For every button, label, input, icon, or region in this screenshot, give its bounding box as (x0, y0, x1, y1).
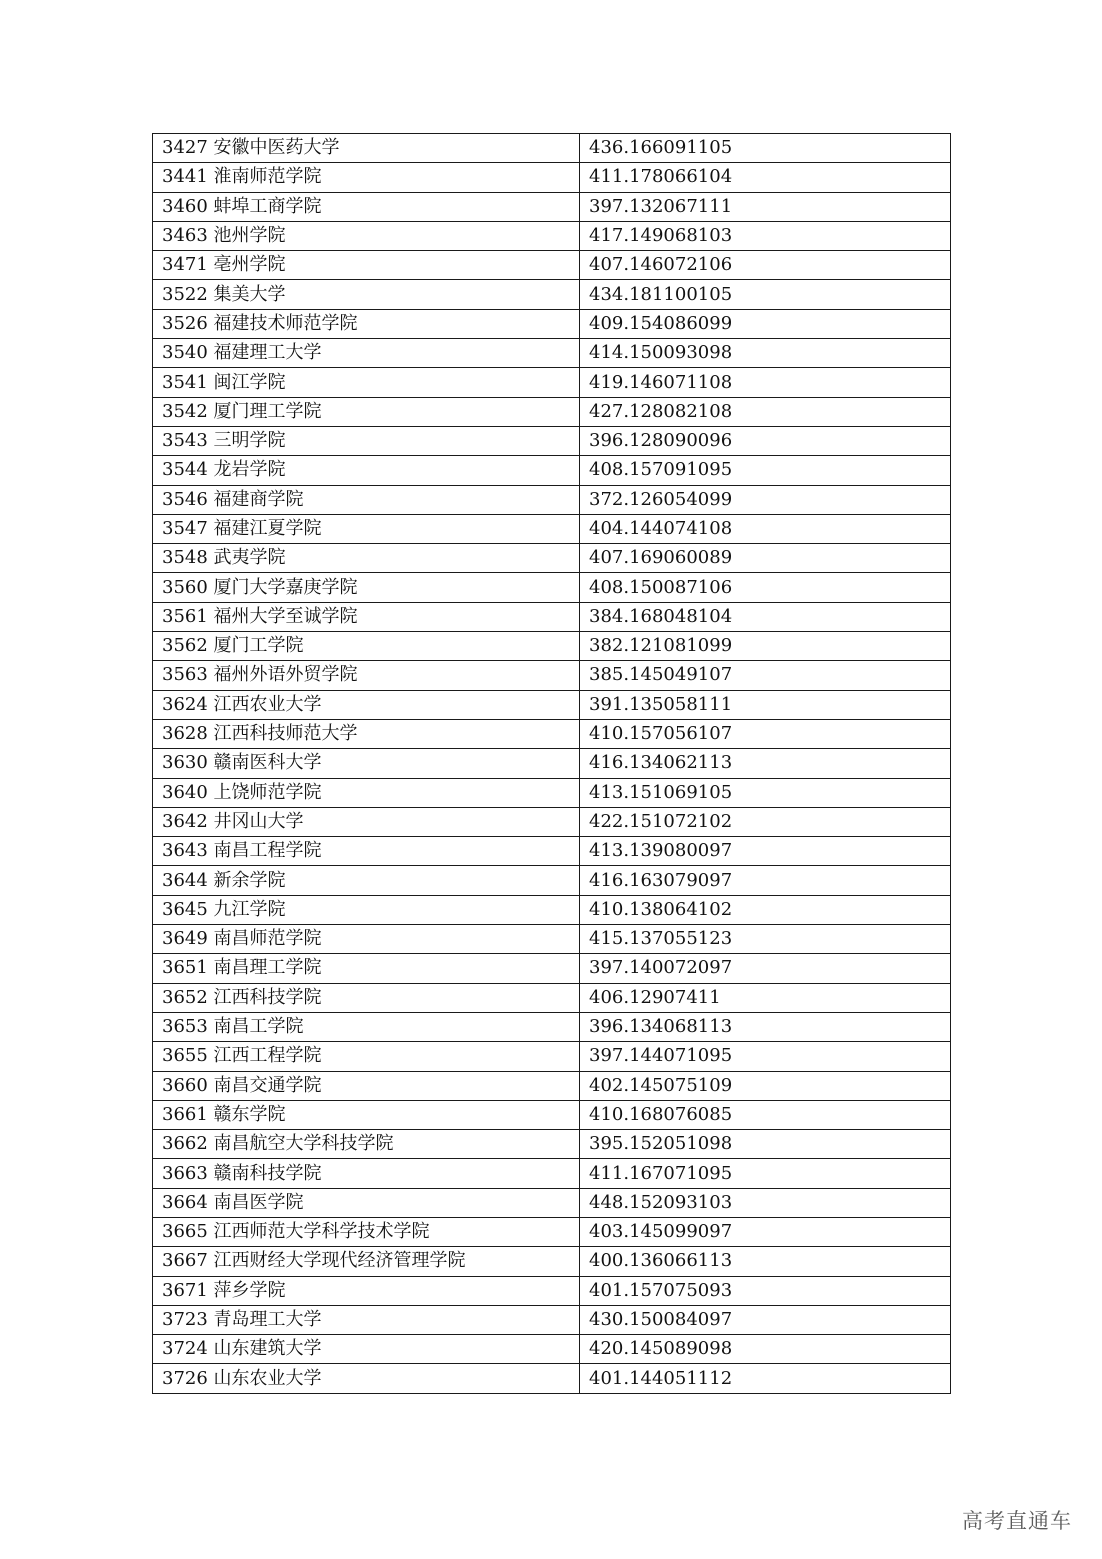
school-cell: 3463 池州学院 (153, 221, 580, 250)
value-cell: 434.181100105 (580, 280, 951, 309)
school-cell: 3723 青岛理工大学 (153, 1305, 580, 1334)
table-row (153, 632, 951, 661)
value-cell: 417.149068103 (580, 221, 951, 250)
school-cell: 3560 厦门大学嘉庚学院 (153, 573, 580, 602)
school-cell: 3544 龙岩学院 (153, 456, 580, 485)
table-row (153, 339, 951, 368)
score-table-body (153, 134, 951, 1394)
table-row (153, 1217, 951, 1246)
value-cell: 430.150084097 (580, 1305, 951, 1334)
value-cell: 422.151072102 (580, 807, 951, 836)
value-cell: 391.135058111 (580, 690, 951, 719)
school-cell: 3645 九江学院 (153, 895, 580, 924)
value-cell: 404.144074108 (580, 514, 951, 543)
value-cell: 427.128082108 (580, 397, 951, 426)
school-cell: 3667 江西财经大学现代经济管理学院 (153, 1247, 580, 1276)
table-row (153, 954, 951, 983)
value-cell: 410.157056107 (580, 719, 951, 748)
value-cell: 397.132067111 (580, 192, 951, 221)
value-cell: 396.128090096 (580, 426, 951, 455)
table-row (153, 866, 951, 895)
value-cell: 406.12907411 (580, 983, 951, 1012)
table-row (153, 1247, 951, 1276)
value-cell: 403.145099097 (580, 1217, 951, 1246)
table-row (153, 719, 951, 748)
value-cell: 408.150087106 (580, 573, 951, 602)
table-row (153, 925, 951, 954)
table-row (153, 1071, 951, 1100)
school-cell: 3471 亳州学院 (153, 251, 580, 280)
school-cell: 3561 福州大学至诚学院 (153, 602, 580, 631)
school-cell: 3546 福建商学院 (153, 485, 580, 514)
school-cell: 3540 福建理工大学 (153, 339, 580, 368)
value-cell: 414.150093098 (580, 339, 951, 368)
value-cell: 396.134068113 (580, 1012, 951, 1041)
value-cell: 407.146072106 (580, 251, 951, 280)
school-cell: 3547 福建江夏学院 (153, 514, 580, 543)
table-row (153, 573, 951, 602)
value-cell: 409.154086099 (580, 309, 951, 338)
school-cell: 3643 南昌工程学院 (153, 837, 580, 866)
value-cell: 401.157075093 (580, 1276, 951, 1305)
value-cell: 408.157091095 (580, 456, 951, 485)
table-row (153, 602, 951, 631)
school-cell: 3652 江西科技学院 (153, 983, 580, 1012)
value-cell: 397.140072097 (580, 954, 951, 983)
school-cell: 3665 江西师范大学科学技术学院 (153, 1217, 580, 1246)
table-row (153, 1335, 951, 1364)
table-row (153, 280, 951, 309)
value-cell: 402.145075109 (580, 1071, 951, 1100)
school-cell: 3642 井冈山大学 (153, 807, 580, 836)
value-cell: 413.139080097 (580, 837, 951, 866)
table-row (153, 661, 951, 690)
table-row (153, 749, 951, 778)
value-cell: 410.168076085 (580, 1100, 951, 1129)
value-cell: 397.144071095 (580, 1042, 951, 1071)
school-cell: 3441 淮南师范学院 (153, 163, 580, 192)
table-row (153, 983, 951, 1012)
table-row (153, 1042, 951, 1071)
value-cell: 401.144051112 (580, 1364, 951, 1393)
school-cell: 3624 江西农业大学 (153, 690, 580, 719)
school-cell: 3460 蚌埠工商学院 (153, 192, 580, 221)
table-row (153, 309, 951, 338)
table-row (153, 837, 951, 866)
school-cell: 3662 南昌航空大学科技学院 (153, 1130, 580, 1159)
school-cell: 3724 山东建筑大学 (153, 1335, 580, 1364)
value-cell: 415.137055123 (580, 925, 951, 954)
school-cell: 3630 赣南医科大学 (153, 749, 580, 778)
value-cell: 385.145049107 (580, 661, 951, 690)
value-cell: 410.138064102 (580, 895, 951, 924)
watermark: 高考直通车 (962, 1509, 1072, 1533)
school-cell: 3548 武夷学院 (153, 544, 580, 573)
school-cell: 3526 福建技术师范学院 (153, 309, 580, 338)
table-row (153, 485, 951, 514)
table-row (153, 544, 951, 573)
school-cell: 3541 闽江学院 (153, 368, 580, 397)
school-cell: 3655 江西工程学院 (153, 1042, 580, 1071)
value-cell: 411.178066104 (580, 163, 951, 192)
school-cell: 3653 南昌工学院 (153, 1012, 580, 1041)
table-row (153, 778, 951, 807)
school-cell: 3644 新余学院 (153, 866, 580, 895)
school-cell: 3522 集美大学 (153, 280, 580, 309)
score-table (152, 133, 951, 1394)
table-row (153, 163, 951, 192)
school-cell: 3660 南昌交通学院 (153, 1071, 580, 1100)
table-row (153, 514, 951, 543)
table-row (153, 251, 951, 280)
table-row (153, 192, 951, 221)
table-row (153, 221, 951, 250)
school-cell: 3628 江西科技师范大学 (153, 719, 580, 748)
school-cell: 3543 三明学院 (153, 426, 580, 455)
table-row (153, 1276, 951, 1305)
value-cell: 407.169060089 (580, 544, 951, 573)
table-row (153, 134, 951, 163)
school-cell: 3651 南昌理工学院 (153, 954, 580, 983)
table-row (153, 1305, 951, 1334)
table-row (153, 895, 951, 924)
value-cell: 436.166091105 (580, 134, 951, 163)
table-row (153, 690, 951, 719)
school-cell: 3563 福州外语外贸学院 (153, 661, 580, 690)
value-cell: 416.134062113 (580, 749, 951, 778)
value-cell: 416.163079097 (580, 866, 951, 895)
school-cell: 3640 上饶师范学院 (153, 778, 580, 807)
table-row (153, 397, 951, 426)
value-cell: 384.168048104 (580, 602, 951, 631)
table-row (153, 1188, 951, 1217)
value-cell: 372.126054099 (580, 485, 951, 514)
table-row (153, 1012, 951, 1041)
value-cell: 448.152093103 (580, 1188, 951, 1217)
value-cell: 411.167071095 (580, 1159, 951, 1188)
school-cell: 3726 山东农业大学 (153, 1364, 580, 1393)
table-row (153, 1159, 951, 1188)
value-cell: 382.121081099 (580, 632, 951, 661)
value-cell: 400.136066113 (580, 1247, 951, 1276)
table-row (153, 456, 951, 485)
table-row (153, 1364, 951, 1393)
table-row (153, 807, 951, 836)
value-cell: 420.145089098 (580, 1335, 951, 1364)
table-row (153, 1100, 951, 1129)
school-cell: 3649 南昌师范学院 (153, 925, 580, 954)
school-cell: 3664 南昌医学院 (153, 1188, 580, 1217)
school-cell: 3542 厦门理工学院 (153, 397, 580, 426)
value-cell: 419.146071108 (580, 368, 951, 397)
school-cell: 3661 赣东学院 (153, 1100, 580, 1129)
school-cell: 3427 安徽中医药大学 (153, 134, 580, 163)
value-cell: 395.152051098 (580, 1130, 951, 1159)
table-row (153, 426, 951, 455)
table-row (153, 1130, 951, 1159)
table-row (153, 368, 951, 397)
school-cell: 3663 赣南科技学院 (153, 1159, 580, 1188)
school-cell: 3671 萍乡学院 (153, 1276, 580, 1305)
value-cell: 413.151069105 (580, 778, 951, 807)
school-cell: 3562 厦门工学院 (153, 632, 580, 661)
